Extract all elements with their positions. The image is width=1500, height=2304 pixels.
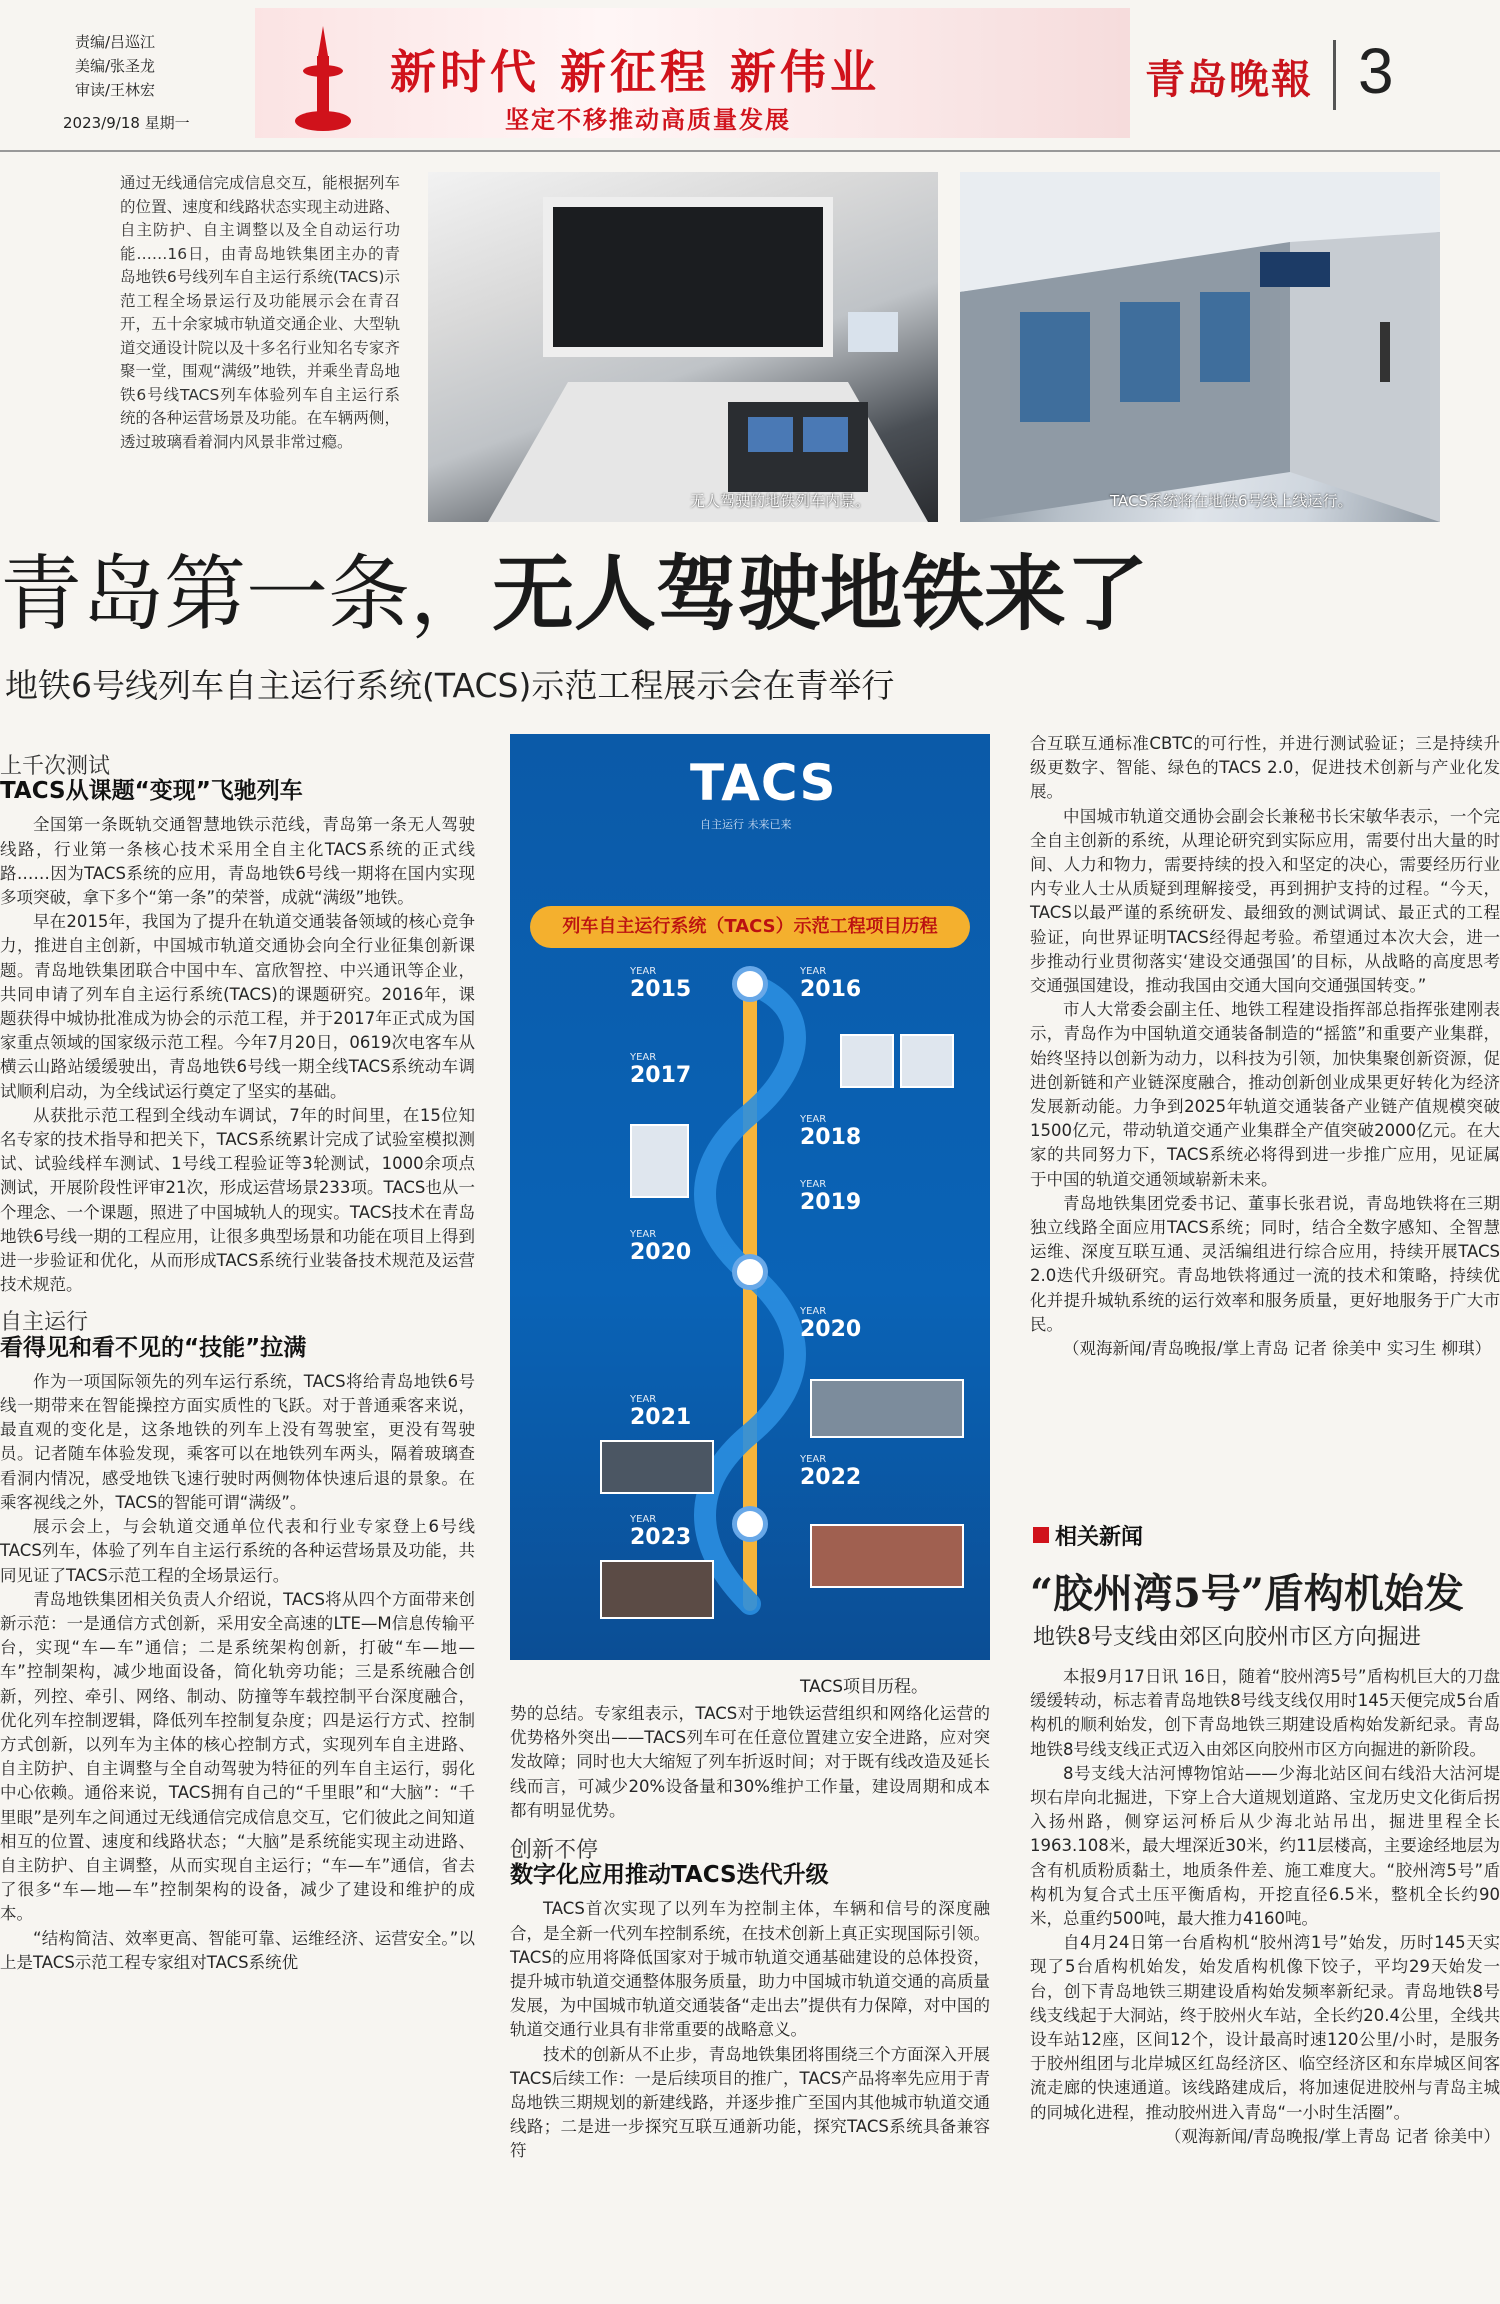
document-thumbnail — [900, 1034, 954, 1088]
photo-thumbnail — [600, 1440, 714, 1494]
banner-slogan: 新时代 新征程 新伟业 — [390, 45, 881, 99]
timeline-year: YEAR 2017 — [630, 1052, 692, 1088]
timeline-year: YEAR 2021 — [630, 1394, 692, 1430]
train-interior-illustration — [428, 172, 938, 522]
timeline-note — [800, 1336, 970, 1370]
timeline-year: YEAR 2020 — [630, 1229, 692, 1265]
subheadline: 地铁6号线列车自主运行系统(TACS)示范工程展示会在青举行 — [5, 666, 895, 705]
paragraph: 市人大常委会副主任、地铁工程建设指挥部总指挥张建刚表示，青岛作为中国轨道交通装备制造的“摇篮”和重要产业集群，始终坚持以创新为动力，以科技为引领，加快集聚创新资源，促进创新链和产业链深度融合，推动创新创业成果更好转化为经济发展新动能。力争到2025年轨道交通装备产业链产值规模突破1500亿元，带动轨道交通产业集群全产值突破2000亿元。在大家的共同努力下，TACS系统必将得到进一步推广应用，见证属于中国的轨道交通领域崭新未来。 — [1030, 1000, 1500, 1189]
headline-part1: 青岛第一条， — [0, 547, 493, 642]
timeline-note — [800, 1482, 970, 1516]
timeline-year: YEAR 2023 — [630, 1514, 692, 1550]
timeline-title: 列车自主运行系统（TACS）示范工程项目历程 — [530, 906, 970, 948]
related-news-label: 相关新闻 — [1055, 1525, 1144, 1550]
paragraph: 本报9月17日讯 16日，随着“胶州湾5号”盾构机巨大的刀盘缓缓转动，标志着青岛地铁8号线支线仅用时145天便完成5台盾构机的顺利始发，创下青岛地铁三期建设盾构始发新纪录。青岛地铁8号线支线正式迈入由郊区向胶州市区方向掘进的新阶段。 — [1030, 1667, 1500, 1759]
timeline-year: YEAR 2016 — [800, 966, 862, 1002]
paragraph: 展示会上，与会轨道交通单位代表和行业专家登上6号线TACS列车，体验了列车自主运行系统的各种运营场景及功能，共同见证了TACS示范工程的全场景运行。 — [0, 1517, 475, 1585]
related-marker-icon — [1033, 1527, 1049, 1543]
paragraph: 早在2015年，我国为了提升在轨道交通装备领域的核心竞争力，推进自主创新，中国城市轨道交通协会向全行业征集创新课题。青岛地铁集团联合中国中车、富欣智控、中兴通讯等企业，共同申请了列车自主运行系统(TACS)的课题研究。2016年，课题获得中城协批准成为协会的示范工程，并于2017年正式成为国家重点领域的国家级示范工程。今年7月20日，0619次电客车从横云山路站缓缓驶出，青岛地铁6号线一期全线TACS系统动车调试顺利启动，为全线试运行奠定了坚实的基础。 — [0, 912, 475, 1101]
document-thumbnail — [630, 1124, 689, 1198]
timeline-node — [732, 966, 768, 1002]
photo-station-platform — [960, 172, 1440, 522]
photo-caption: TACS系统将在地铁6号线上线运行。 — [1110, 492, 1353, 510]
tacs-logo: TACS — [690, 754, 837, 812]
paragraph: 势的总结。专家组表示，TACS对于地铁运营组织和网络化运营的优势格外突出——TACS列车可在任意位置建立安全进路，应对突发故障；同时也大大缩短了列车折返时间；对于既有线改造及延长线而言，可减少20%设备量和30%维护工作量，建设周期和成本都有明显优势。 — [510, 1704, 990, 1820]
timeline-year: YEAR 2022 — [800, 1454, 862, 1490]
photo-train-interior — [428, 172, 938, 522]
banner — [255, 8, 1130, 138]
editor-line: 美编/张圣龙 — [75, 57, 156, 75]
related-news-title: “胶州湾5号”盾构机始发 — [1030, 1570, 1464, 1617]
timeline-note — [530, 1079, 720, 1113]
timeline-note — [530, 996, 720, 1030]
photo-thumbnail — [600, 1560, 714, 1619]
timeline-year: YEAR 2020 — [800, 1306, 862, 1342]
timeline-node — [732, 1506, 768, 1542]
section-heading: 数字化应用推动TACS迭代升级 — [510, 1862, 829, 1889]
photo-thumbnail — [810, 1524, 964, 1588]
section-kicker: 自主运行 — [0, 1310, 89, 1336]
masthead-rule — [0, 150, 1500, 152]
related-news-body — [1030, 1665, 1500, 2149]
paragraph: “结构简洁、效率更高、智能可靠、运维经济、运营安全。”以上是TACS示范工程专家组对TACS系统优 — [0, 1928, 475, 1972]
paragraph: 青岛地铁集团相关负责人介绍说，TACS将从四个方面带来创新示范：一是通信方式创新，采用安全高速的LTE—M信息传输平台，实现“车—车”通信；二是系统架构创新，打破“车—地—车”控制架构，减少地面设备，简化轨旁功能；三是系统融合创新，列控、牵引、网络、制动、防撞等车载控制平台深度融合，优化列车控制逻辑，降低列车控制复杂度；四是运行方式、控制方式创新，以列车为主体的核心控制方式，实现列车自主进路、自主防护、自主调整与全自动驾驶为特征的列车自主运行，弱化中心依赖。通俗来说，TACS拥有自己的“千里眼”和“大脑”：“千里眼”是列车之间通过无线通信完成信息交互，它们彼此之间知道相互的位置、速度和线路状态；“大脑”是系统能实现主动进路、自主防护、自主调整，从而实现自主运行；“车—车”通信，省去了很多“车—地—车”控制架构的设备，减少了建设和维护的成本。 — [0, 1589, 475, 1924]
timeline-year: YEAR 2018 — [800, 1114, 862, 1150]
photo-thumbnail — [810, 1379, 964, 1438]
timeline-node — [732, 1254, 768, 1290]
section-kicker: 创新不停 — [510, 1838, 599, 1864]
paragraph: 8号支线大沽河博物馆站——少海北站区间右线沿大沽河堤坝右岸向北掘进，下穿上合大道规划道路、宝龙历史文化街后拐入扬州路，侧穿运河桥后从少海北站吊出，掘进里程全长1963.108米，最大埋深近30米，约11层楼高，主要途经地层为含有机质粉质黏土，地质条件差、施工难度大。“胶州湾5号”盾构机为复合式土压平衡盾构，开挖直径6.5米，整机全长约90米，总重约500吨，最大推力4160吨。 — [1030, 1763, 1500, 1929]
related-news-subtitle: 地铁8号支线由郊区向胶州市区方向掘进 — [1033, 1625, 1421, 1650]
byline: （观海新闻/青岛晚报/掌上青岛 记者 徐美中） — [1164, 2126, 1500, 2146]
timeline-note — [800, 1209, 970, 1243]
masthead-divider — [1333, 40, 1336, 110]
timeline-year: YEAR 2019 — [800, 1179, 862, 1215]
article-column-3 — [1030, 732, 1500, 1361]
photo-caption: 无人驾驶的地铁列车内景。 — [690, 492, 871, 510]
timeline-note — [800, 996, 970, 1030]
paragraph: 从获批示范工程到全线动车调试，7年的时间里，在15位知名专家的技术指导和把关下，TACS系统累计完成了试验室模拟测试、试验线样车测试、1号线工程验证等3轮测试，1000余项点测试，开展阶段性评审21次，形成运营场景233项。TACS也从一个理念、一个课题，照进了中国城轨人的现实。TACS技术在青岛地铁6号线一期的工程应用，让很多典型场景和功能在项目上得到进一步验证和优化，从而形成TACS系统行业装备技术规范及运营技术规范。 — [0, 1105, 475, 1295]
station-platform-illustration — [960, 172, 1440, 522]
headline — [0, 545, 1148, 645]
editor-line: 审读/王林宏 — [75, 81, 156, 99]
editors-list — [75, 30, 155, 102]
paragraph: 技术的创新从不止步，青岛地铁集团将围绕三个方面深入开展TACS后续工作：一是后续项目的推广，TACS产品将率先应用于青岛地铁三期规划的新建线路，并逐步推广至国内其他城市轨道交通线路；二是进一步探究互联互通新功能，探究TACS系统具备兼容符 — [510, 2044, 990, 2161]
timeline-note — [800, 1142, 970, 1176]
document-thumbnail — [840, 1034, 894, 1088]
tower-icon — [295, 26, 351, 136]
article-column-2 — [510, 1702, 990, 2164]
byline: （观海新闻/青岛晚报/掌上青岛 记者 徐美中 实习生 柳琪） — [1063, 1339, 1492, 1359]
paragraph: 作为一项国际领先的列车运行系统，TACS将给青岛地铁6号线一期带来在智能操控方面实质性的飞跃。对于普通乘客来说，最直观的变化是，这条地铁的列车上没有驾驶室，更没有驾驶员。记者随车体验发现，乘客可以在地铁列车两头，隔着玻璃查看洞内情况，感受地铁飞速行驶时两侧物体快速后退的景象。在乘客视线之外，TACS的智能可谓“满级”。 — [0, 1371, 475, 1512]
timeline-year: YEAR 2015 — [630, 966, 692, 1002]
paragraph: 合互联互通标准CBTC的可行性，并进行测试验证；三是持续升级更数字、智能、绿色的TACS 2.0，促进技术创新与产业化发展。 — [1030, 734, 1500, 802]
paper-logo: 青岛晚報 — [1145, 56, 1313, 103]
intro-text: 通过无线通信完成信息交互，能根据列车的位置、速度和线路状态实现主动进路、自主防护、自主调整以及全自动运行功能……16日，由青岛地铁集团主办的青岛地铁6号线列车自主运行系统(TACS)示范工程全场景运行及功能展示会在青召开，五十余家城市轨道交通企业、大型轨道交通设计院以及十多名行业知名专家齐聚一堂，围观“满级”地铁，并乘坐青岛地铁6号线TACS列车体验列车自主运行系统的各种运营场景及功能。在车辆两侧，透过玻璃看着洞内风景非常过瘾。 — [120, 174, 400, 451]
banner-subslogan: 坚定不移推动高质量发展 — [505, 106, 791, 134]
article-column-1 — [0, 755, 475, 1975]
paragraph: 青岛地铁集团党委书记、董事长张君说，青岛地铁将在三期独立线路全面应用TACS系统；同时，结合全数字感知、全智慧运维、深度互联互通、灵活编组进行综合应用，持续开展TACS 2.0迭代升级研究。青岛地铁将通过一流的技术和策略，持续优化并提升城轨系统的运行效率和服务质量，更好地服务于广大市民。 — [1030, 1193, 1500, 1334]
issue-date: 2023/9/18 星期一 — [63, 114, 190, 132]
tacs-timeline-poster — [510, 734, 990, 1660]
section-heading: 看得见和看不见的“技能”拉满 — [0, 1334, 307, 1361]
section-heading: TACS从课题“变现”飞驰列车 — [0, 778, 303, 805]
paragraph: TACS首次实现了以列车为控制主体，车辆和信号的深度融合，是全新一代列车控制系统，在技术创新上真正实现国际引领。TACS的应用将降低国家对于城市轨道交通基础建设的总体投资，提升城市轨道交通整体服务质量，助力中国城市轨道交通的高质量发展，为中国城市轨道交通装备“走出去”提供有力保障，对中国的轨道交通行业具有非常重要的战略意义。 — [510, 1899, 990, 2040]
section-kicker: 上千次测试 — [0, 754, 111, 779]
poster-caption: TACS项目历程。 — [800, 1677, 929, 1697]
editor-line: 责编/吕巡江 — [75, 33, 156, 51]
timeline-note — [530, 1259, 720, 1293]
page-number: 3 — [1358, 35, 1394, 107]
tacs-logo-slogan: 自主运行 未来已来 — [700, 818, 792, 831]
paragraph: 全国第一条既轨交通智慧地铁示范线，青岛第一条无人驾驶线路，行业第一条核心技术采用全自主化TACS系统的正式线路……因为TACS系统的应用，青岛地铁6号线一期将在国内实现多项突破，拿下多个“第一条”的荣誉，成就“满级”地铁。 — [0, 815, 475, 908]
paragraph: 自4月24日第一台盾构机“胶州湾1号”始发，历时145天实现了5台盾构机始发，始发盾构机像下饺子，平均29天始发一台，创下青岛地铁三期建设盾构始发频率新纪录。青岛地铁8号线支线起于大洞站，终于胶州火车站，全长约20.4公里，全线共设车站12座，区间12个，设计最高时速120公里/小时，是服务于胶州组团与北岸城区红岛经济区、临空经济区和东岸城区间客流走廊的快速通道。该线路建成后，将加速促进胶州与青岛主城的同城化进程，推动胶州进入青岛“一小时生活圈”。 — [1030, 1933, 1500, 2122]
paragraph: 中国城市轨道交通协会副会长兼秘书长宋敏华表示，一个完全自主创新的系统，从理论研究到实际应用，需要付出大量的时间、人力和物力，需要持续的投入和坚定的决心，需要经历行业内专业人士从质疑到理解接受，再到拥护支持的过程。“今天，TACS以最严谨的系统研发、最细致的测试调试、最正式的工程验证，向世界证明TACS经得起考验。希望通过本次大会，进一步推动行业贯彻落实‘建设交通强国’的目标，从战略的高度思考交通强国建设，推动我国由交通大国向交通强国转变。” — [1030, 806, 1500, 996]
headline-part2: 无人驾驶地铁来了 — [492, 547, 1149, 642]
